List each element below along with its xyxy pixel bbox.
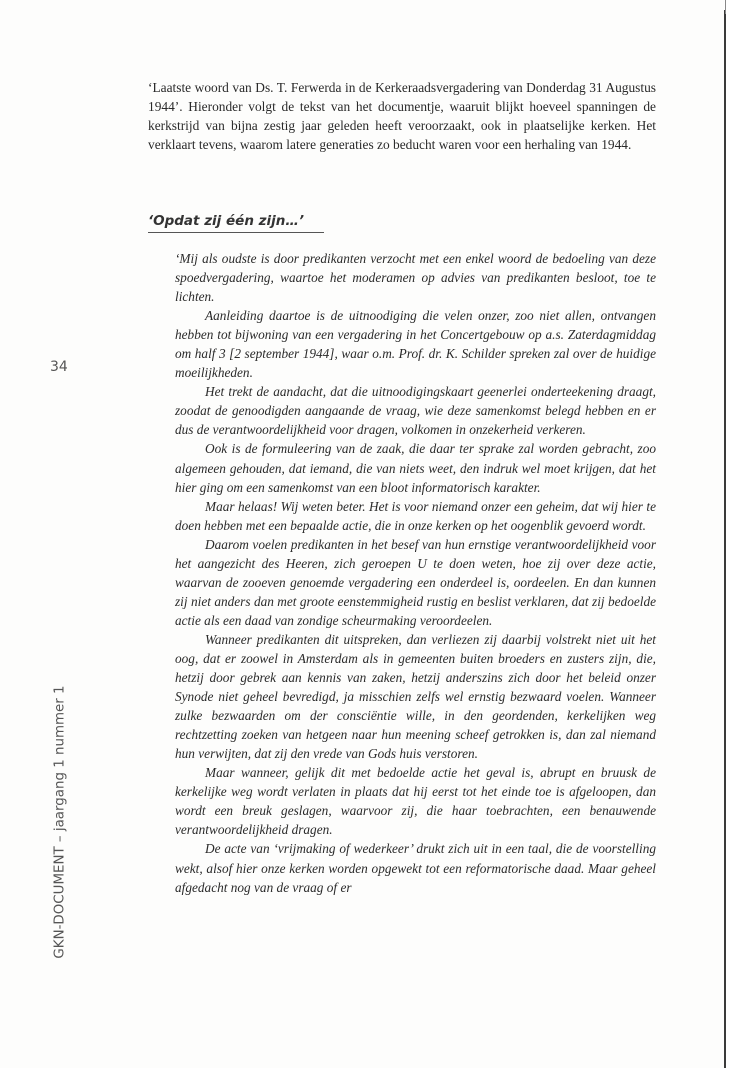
intro-paragraph: ‘Laatste woord van Ds. T. Ferwerda in de Kerkeraadsvergadering van Donderdag 31 Augustus 1944’. Hieronder volgt de tekst van het documentje, waaruit blijkt hoeveel spanningen de kerkstrijd van bijna zestig jaar geleden heeft veroorzaakt, ook in plaatselijke kerken. Het verklaart tevens, waarom latere generaties zo beducht waren voor een herhaling van 1944. (148, 80, 656, 152)
page-edge-mark (725, 0, 726, 14)
section-heading: ‘Opdat zij één zijn…’ (148, 213, 304, 229)
quote-paragraph: Het trekt de aandacht, dat die uitnoodigingskaart geenerlei onderteekening draagt, zoodat de genoodigden aangaande de vraag, wie deze samenkomst belegd hebben en er dus de verantwoordelijkheid voor dragen, volkomen in onzekerheid verkeren. (175, 384, 656, 438)
page-edge-shadow (724, 10, 726, 1068)
section-heading-underline (148, 232, 324, 233)
quote-paragraph: Wanneer predikanten dit uitspreken, dan verliezen zij daarbij volstrekt niet uit het oog, dat er zoowel in Amsterdam als in gemeenten buiten broeders en zusters zijn, die, hetzij door gebrek aan kennis van zaken, hetzij anderszins zich door het beleid onzer Synode niet geheel bevredigd, ja misschien zelfs wel ernstig bezwaard voelen. Wanneer zulke bezwaarden om der consciëntie wille, in den geordenden, kerkelijken weg rechtzetting zoeken van hetgeen naar hun meening scheef getrokken is, dan zal niemand hun verwijten, dat zij den vrede van Gods huis verstoren. (175, 631, 656, 762)
quote-paragraph: Maar wanneer, gelijk dit met bedoelde actie het geval is, abrupt en bruusk de kerkelijke weg wordt verlaten in plaats dat hij eerst tot het einde toe is afgeloopen, dan wordt een breuk geslagen, waarvoor zij, die haar toebrachten, een benauwende verantwoordelijkheid dragen. (175, 765, 656, 838)
quote-paragraph: De acte van ‘vrijmaking of wederkeer’ drukt zich uit in een taal, die de voorstelling wekt, alsof hier onze kerken worden opgewekt tot een reformatorische daad. Maar geheel afgedacht nog van de vraag of er (175, 841, 656, 895)
quote-paragraph: Maar helaas! Wij weten beter. Het is voor niemand onzer een geheim, dat wij hier te doen hebben met een bepaalde actie, die in onze kerken op het oogenblik gevoerd wordt. (175, 498, 656, 533)
quote-paragraph: Ook is de formuleering van de zaak, die daar ter sprake zal worden gebracht, zoo algemeen gehouden, dat iemand, die van niets weet, den indruk wel moet krijgen, dat het hier ging om een samenkomst van een bloot informatorisch karakter. (175, 441, 656, 495)
page-number: 34 (50, 359, 68, 375)
journal-label: GKN-DOCUMENT – jaargang 1 nummer 1 (52, 685, 68, 959)
quote-paragraph: Aanleiding daartoe is de uitnoodiging die velen onzer, zoo niet allen, ontvangen hebben tot bijwoning van een vergadering in het Concertgebouw op a.s. Zaterdagmiddag om half 3 [2 september 1944], waar o.m. Prof. dr. K. Schilder spreken zal over de huidige moeilijkheden. (175, 308, 656, 381)
quote-paragraph: Daarom voelen predikanten in het besef van hun ernstige verantwoordelijkheid voor het aangezicht des Heeren, zich geroepen U te doen weten, hoe zij over deze actie, waarvan de zooeven genoemde vergadering een onderdeel is, oordeelen. En dan kunnen zij niet anders dan met groote eenstemmigheid rustig en beslist verklaren, dat zij bedoelde actie als een daad van zondige scheurmaking veroordeelen. (175, 536, 656, 628)
quoted-statement (175, 249, 656, 897)
quote-paragraph: ‘Mij als oudste is door predikanten verzocht met een enkel woord de bedoeling van deze spoedvergadering, waartoe het moderamen op advies van predikanten besloot, toe te lichten. (175, 251, 656, 305)
